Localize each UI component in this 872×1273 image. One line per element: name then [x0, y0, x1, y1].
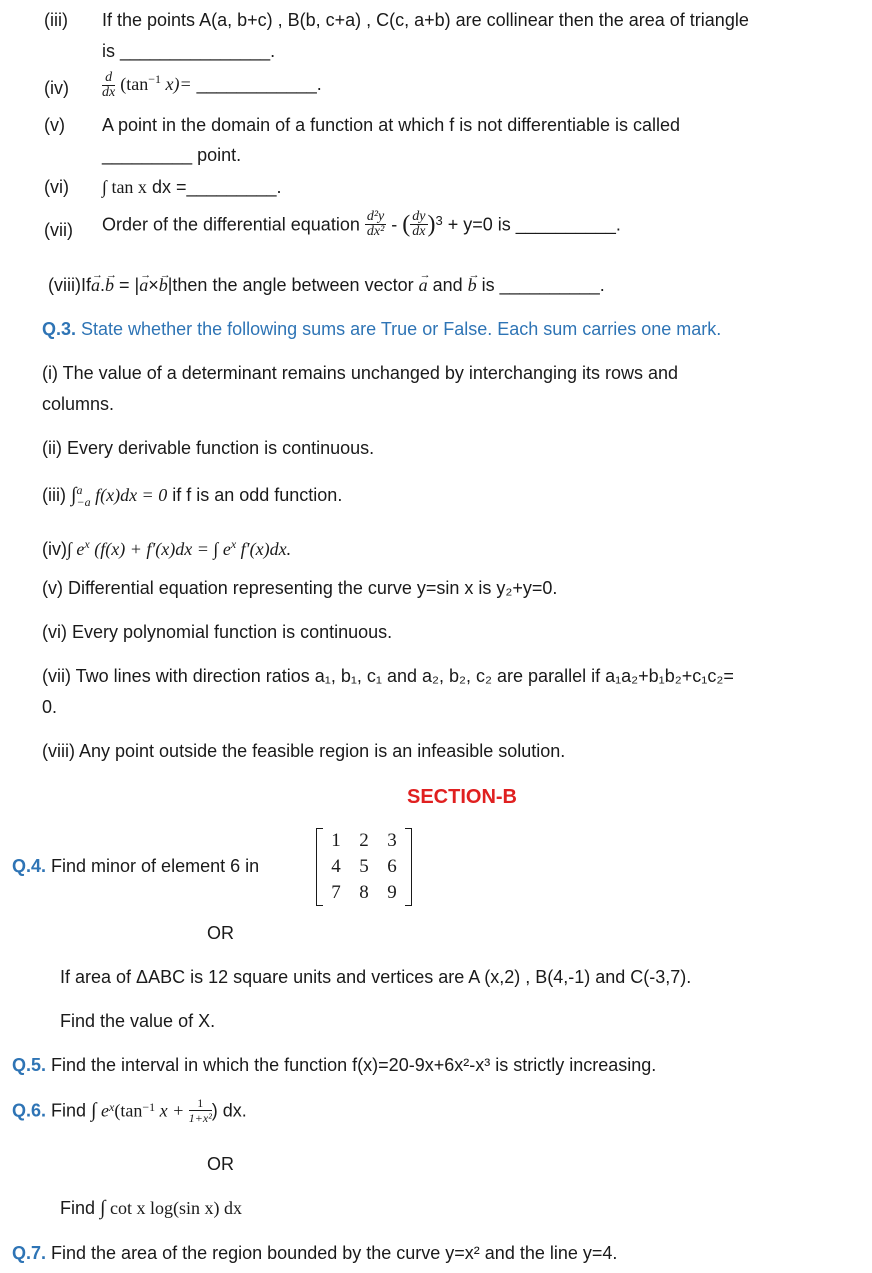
vector-question: (viii)If→ a.→ b = |→ a×→ b|then the angle between vector → a and → b is __________. [48, 274, 605, 296]
matrix-right-bracket [405, 828, 412, 906]
q3-heading: Q.3. State whether the following sums are True or False. Each sum carries one mark. [42, 319, 722, 339]
fraction: $\frac{d}{dx}$ [102, 69, 116, 100]
question-text: Find the value of X. [60, 1011, 216, 1031]
question-text: Find ∫ cot x log(sin x) dx [60, 1197, 243, 1219]
item-number: (vii) [44, 220, 73, 240]
matrix [316, 828, 412, 906]
matrix-cell: 5 [359, 856, 369, 877]
q4-question: Q.4. Find minor of element 6 in [12, 856, 260, 876]
matrix-cell: 8 [359, 882, 369, 903]
fraction: $\frac{dy}{dx}$ [412, 209, 426, 239]
question-text: _________ point. [102, 145, 242, 165]
item-number: (vi) [44, 177, 69, 197]
statement: (vi) Every polynomial function is continuous. [42, 622, 393, 642]
q6-question: Q.6. Find ∫ $e^x(\tan^{-1}$ x + $\frac{1}{\text{1+x²}}$ ) dx. [12, 1096, 247, 1125]
integral-expression: ∫ tan x dx =_________. [102, 177, 282, 197]
item-number: (iv) [44, 78, 69, 98]
fraction: $\frac{1}{\text{1+x²}}$ [188, 1096, 212, 1125]
fraction: $\frac{\text{d²y}}{\text{dx²}}$ [366, 209, 385, 239]
or-label: OR [207, 1154, 234, 1174]
statement: (viii) Any point outside the feasible region is an infeasible solution. [42, 741, 566, 761]
statement: (v) Differential equation representing the curve y=sin x is y₂+y=0. [42, 578, 558, 598]
question-text: If area of ΔABC is 12 square units and vertices are A (x,2) , B(4,-1) and C(-3,7). [60, 967, 692, 987]
statement: (iii) ∫ a −a f(x)dx = 0 if f is an odd function. [42, 483, 343, 510]
question-text: is _______________. [102, 41, 276, 61]
statement: 0. [42, 697, 58, 717]
question-text: A point in the domain of a function at which f is not differentiable is called [102, 115, 681, 135]
integral-sign: ∫ [102, 177, 107, 197]
matrix-cell: 9 [387, 882, 397, 903]
statement: (vii) Two lines with direction ratios a₁, b₁, c₁ and a₂, b₂, c₂ are parallel if a₁a₂+b₁b₂+c₁c₂= [42, 666, 734, 686]
matrix-cell: 3 [387, 830, 397, 851]
matrix-cell: 6 [387, 856, 397, 877]
matrix-cell: 7 [331, 882, 341, 903]
section-heading: SECTION-B [407, 786, 517, 808]
or-label: OR [207, 923, 234, 943]
matrix-cell: 2 [359, 830, 369, 851]
item-number: (v) [44, 115, 65, 135]
derivative-expression: $\frac{d}{dx}$ ($\tan^{-1}$ x)= ____________. [102, 69, 322, 100]
statement: (i) The value of a determinant remains unchanged by interchanging its rows and [42, 363, 679, 383]
question-text: If the points A(a, b+c) , B(b, c+a) , C(c, a+b) are collinear then the area of triangle [102, 10, 749, 30]
q5-question: Q.5. Find the interval in which the function f(x)=20-9x+6x²-x³ is strictly increasing. [12, 1055, 657, 1075]
statement: (iv)∫ $e^x$ (f(x) + f′(x)dx = ∫ $e^x$ f′(x)dx. [42, 537, 292, 559]
differential-equation: Order of the differential equation $\frac{\text{d²y}}{\text{dx²}}$ - ( $\frac{dy}{dx}$ )$^3$ + y=0 is __________. [102, 209, 621, 239]
q7-question: Q.7. Find the area of the region bounded by the curve y=x² and the line y=4. [12, 1243, 618, 1263]
matrix-cell: 1 [331, 830, 341, 851]
statement: columns. [42, 394, 115, 414]
item-number: (iii) [44, 10, 68, 30]
matrix-cell: 4 [331, 856, 341, 877]
statement: (ii) Every derivable function is continuous. [42, 438, 375, 458]
